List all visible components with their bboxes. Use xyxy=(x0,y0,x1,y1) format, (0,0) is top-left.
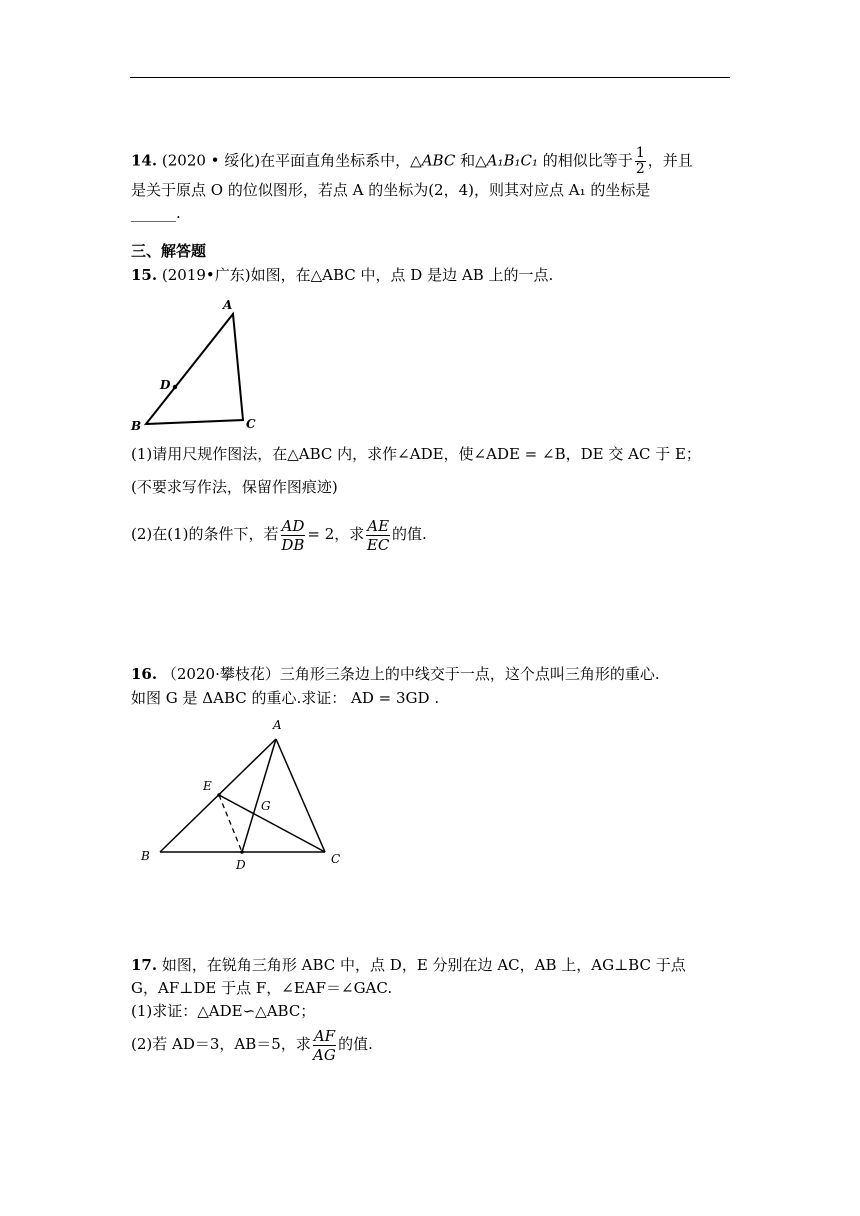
q17-text1: 如图，在锐角三角形 ABC 中，点 D，E 分别在边 AC，AB 上，AG⊥BC 于点 xyxy=(161,956,686,974)
q16-label-c: C xyxy=(331,852,341,866)
q15-label-a: A xyxy=(223,298,233,312)
q14-text-c: ，并且 xyxy=(647,151,693,170)
q16-label-g: G xyxy=(261,799,271,813)
q17-part2-a: (2)若 AD＝3，AB＝5，求 xyxy=(131,1035,311,1053)
q15-part1-note: (不要求写作法，保留作图痕迹) xyxy=(131,478,338,496)
q17-line1 xyxy=(131,955,686,975)
q15-number: 15. xyxy=(131,266,158,284)
q15-frac1-den: DB xyxy=(281,535,305,554)
q15-frac2-num: AE xyxy=(367,516,390,535)
q17-fraction-af-ag xyxy=(313,1027,336,1064)
q16-centroid-figure xyxy=(135,712,350,877)
q15-part1: (1)请用尺规作图法，在△ABC 内，求作∠ADE，使∠ADE = ∠B，DE 交 AC 于 E； xyxy=(131,445,701,463)
header-rule xyxy=(130,77,730,78)
q15-text: 如图，在△ABC 中，点 D 是边 AB 上的一点. xyxy=(250,266,554,284)
q14-and: 和 xyxy=(455,151,476,170)
q14-line1 xyxy=(131,146,693,177)
q14-fraction xyxy=(635,146,646,177)
q16-label-e: E xyxy=(203,779,212,793)
q16-label-b: B xyxy=(141,849,150,863)
q16-number: 16. xyxy=(131,665,158,683)
q15-triangle-figure xyxy=(130,292,260,437)
q15-frac2-den: EC xyxy=(366,535,390,554)
q16-label-a: A xyxy=(273,718,282,732)
q14-line2: 是关于原点 O 的位似图形，若点 A 的坐标为(2，4)，则其对应点 A₁ 的坐标是 xyxy=(131,181,651,199)
q16-label-d: D xyxy=(236,858,246,872)
q14-number: 14. xyxy=(131,151,158,170)
q15-triangle xyxy=(146,314,243,424)
q17-part2 xyxy=(131,1024,373,1064)
q15-fraction-ae-ec xyxy=(366,517,390,554)
q16-line1 xyxy=(131,664,660,684)
q15-part2-b: = 2，求 xyxy=(307,525,365,543)
q16-dashed-ed xyxy=(219,795,242,852)
q15-source: (2019•广东) xyxy=(161,266,251,284)
q15-fraction-ad-db xyxy=(281,517,306,554)
q17-part2-b: 的值. xyxy=(338,1035,373,1053)
section-title: 三、解答题 xyxy=(131,242,207,260)
q16-point-e xyxy=(217,793,221,797)
q15-frac1-num: AD xyxy=(281,516,305,535)
q14-text-b: 的相似比等于 xyxy=(538,151,633,170)
q16-point-d xyxy=(240,850,244,854)
q16-median-ce xyxy=(219,795,325,852)
q14-frac-den: 2 xyxy=(635,161,645,177)
q16-side-ac xyxy=(276,739,325,852)
q17-part1: (1)求证：△ADE∽△ABC； xyxy=(131,1002,316,1020)
q17-number: 17. xyxy=(131,956,158,974)
q17-frac-num: AF xyxy=(313,1026,336,1045)
q14-answer-blank: ______. xyxy=(131,204,181,222)
q16-line2: 如图 G 是 ΔABC 的重心.求证： AD = 3GD . xyxy=(131,689,440,707)
q16-source: （2020·攀枝花） xyxy=(161,665,280,683)
q16-text: 三角形三条边上的中线交于一点，这个点叫三角形的重心. xyxy=(279,665,660,683)
q15-part2 xyxy=(131,514,427,554)
q14-tri2: △A₁B₁C₁ xyxy=(475,151,539,170)
q15-point-d xyxy=(173,385,177,389)
q15-label-d: D xyxy=(160,378,171,392)
q14-tri1: △ABC xyxy=(410,151,456,170)
q15-part2-c: 的值. xyxy=(392,525,427,543)
q15-label-c: C xyxy=(246,417,256,431)
q15-part2-a: (2)在(1)的条件下，若 xyxy=(131,525,279,543)
q14-frac-num: 1 xyxy=(635,145,645,161)
q17-line2: G，AF⊥DE 于点 F，∠EAF＝∠GAC. xyxy=(131,979,393,997)
q17-frac-den: AG xyxy=(313,1045,336,1064)
q15-label-b: B xyxy=(131,419,142,433)
q15-line1 xyxy=(131,265,553,285)
q14-source: (2020 • 绥化) xyxy=(161,151,261,170)
q14-text-a: 在平面直角坐标系中， xyxy=(260,151,411,170)
